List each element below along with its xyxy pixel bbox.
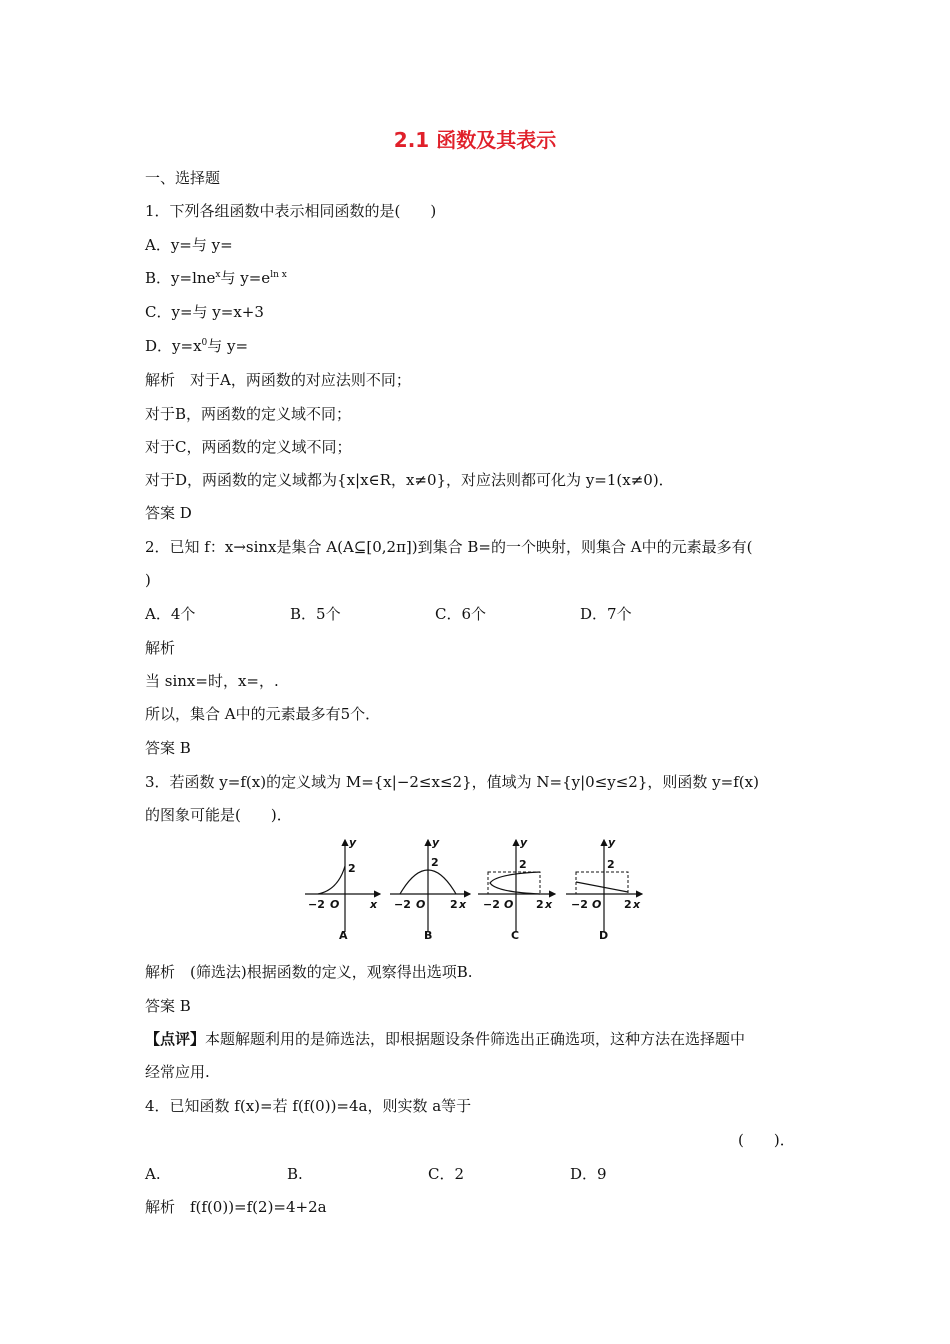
q1-b-mid: 与 y=e	[220, 269, 271, 287]
figure-c-y-label: y	[520, 836, 528, 849]
figure-b-tick-minus2: −2	[394, 898, 411, 911]
q2-option-d: D．7个	[580, 605, 632, 623]
q3-stem-line2: 的图象可能是( )．	[145, 806, 292, 824]
figure-b	[390, 836, 470, 942]
figure-a-caption: A	[339, 929, 348, 942]
figure-b-tick-plus2: 2	[450, 898, 458, 911]
q2-option-b: B．5个	[290, 605, 341, 623]
figure-c-dashed-box	[488, 872, 540, 894]
figure-d-x-label: x	[633, 898, 641, 911]
q4-option-a: A.	[145, 1165, 161, 1183]
q1-solution-c: 对于C，两函数的定义域不同；	[145, 438, 352, 456]
figure-d-caption: D	[599, 929, 609, 942]
q2-solution-line2: 所以，集合 A中的元素最多有5个．	[145, 705, 381, 723]
q2-option-c: C．6个	[435, 605, 487, 623]
figure-c-tick-2: 2	[519, 858, 527, 871]
figure-b-caption: B	[424, 929, 433, 942]
figure-c-origin: O	[504, 898, 514, 911]
page-title: 2.1 函数及其表示	[393, 128, 557, 152]
q1-d-post: 与 y=	[207, 337, 249, 355]
q2-stem-line2: )	[145, 571, 151, 589]
q3-comment-line2: 经常应用.	[145, 1063, 210, 1081]
q4-option-c: C．2	[428, 1165, 465, 1183]
q2-stem-line1: 2．已知 f：x→sinx是集合 A(A⊆[0,2π])到集合 B=的一个映射，则集合 A中的元素最多有(	[145, 538, 753, 556]
q1-b-sup1: x	[215, 270, 221, 280]
figure-a-x-label: x	[370, 898, 378, 911]
q1-b-pre: B．y=lne	[145, 269, 216, 287]
figure-a-y-label: y	[349, 836, 357, 849]
figure-b-y-label: y	[432, 836, 440, 849]
figure-d	[566, 836, 642, 942]
figure-a-tick-2: 2	[348, 862, 356, 875]
q4-option-b: B.	[287, 1165, 303, 1183]
figure-a-curve	[318, 866, 345, 894]
q3-comment-tag: 【点评】	[145, 1030, 206, 1048]
figure-d-origin: O	[592, 898, 602, 911]
figure-c-tick-plus2: 2	[536, 898, 544, 911]
figure-b-tick-2: 2	[431, 856, 439, 869]
q1-b-sup2: ln x	[270, 270, 287, 280]
figure-d-tick-plus2: 2	[624, 898, 632, 911]
q2-answer: 答案 B	[145, 739, 191, 757]
q1-d-pre: D．y=x	[145, 337, 202, 355]
q3-comment-line1	[145, 1029, 745, 1049]
figure-c	[478, 836, 555, 942]
figure-b-x-label: x	[459, 898, 467, 911]
q2-solution-line1: 当 sinx=时，x=，.	[145, 672, 279, 690]
q2-option-a: A．4个	[145, 605, 196, 623]
q1-solution-d: 对于D，两函数的定义域都为{x|x∈R，x≠0}，对应法则都可化为 y=1(x≠0)．	[145, 471, 674, 489]
q1-option-d	[145, 336, 248, 356]
figure-c-caption: C	[511, 929, 520, 942]
figure-d-tick-2: 2	[607, 858, 615, 871]
q4-option-d: D．9	[570, 1165, 607, 1183]
q4-stem: 4．已知函数 f(x)=若 f(f(0))=4a，则实数 a等于	[145, 1097, 472, 1115]
q1-stem: 1．下列各组函数中表示相同函数的是( )	[145, 202, 437, 220]
q1-solution-b: 对于B，两函数的定义域不同；	[145, 405, 352, 423]
figure-c-tick-minus2: −2	[483, 898, 500, 911]
q1-d-sup: 0	[201, 338, 208, 348]
figure-c-curve	[490, 872, 540, 894]
figure-d-y-label: y	[608, 836, 616, 849]
q1-option-c: C．y=与 y=x+3	[145, 303, 264, 321]
section-heading: 一、选择题	[145, 169, 221, 187]
figure-b-origin: O	[416, 898, 426, 911]
figure-d-line	[576, 882, 628, 892]
q2-solution-label: 解析	[145, 639, 176, 657]
q1-option-b	[145, 268, 287, 288]
figure-a-tick-minus2: −2	[308, 898, 325, 911]
q3-solution: 解析 (筛选法)根据函数的定义，观察得出选项B.	[145, 963, 473, 981]
figure-a-origin: O	[330, 898, 340, 911]
q1-answer: 答案 D	[145, 504, 192, 522]
q3-figures	[300, 832, 650, 947]
q4-solution: 解析 f(f(0))=f(2)=4+2a	[145, 1198, 327, 1216]
q1-option-a: A．y=与 y=	[145, 236, 233, 254]
figure-d-tick-minus2: −2	[571, 898, 588, 911]
q3-answer: 答案 B	[145, 997, 191, 1015]
q3-stem-line1: 3．若函数 y=f(x)的定义域为 M={x|−2≤x≤2}，值域为 N={y|0≤y≤2}，则函数 y=f(x)	[145, 773, 759, 791]
figure-a	[305, 836, 380, 942]
q4-answer-paren: ( )．	[738, 1131, 795, 1149]
q3-figures-svg	[300, 832, 650, 947]
q1-solution-a: 解析 对于A，两函数的对应法则不同；	[145, 371, 411, 389]
figure-c-x-label: x	[545, 898, 553, 911]
q3-comment-text: 本题解题利用的是筛选法，即根据题设条件筛选出正确选项，这种方法在选择题中	[205, 1030, 746, 1048]
